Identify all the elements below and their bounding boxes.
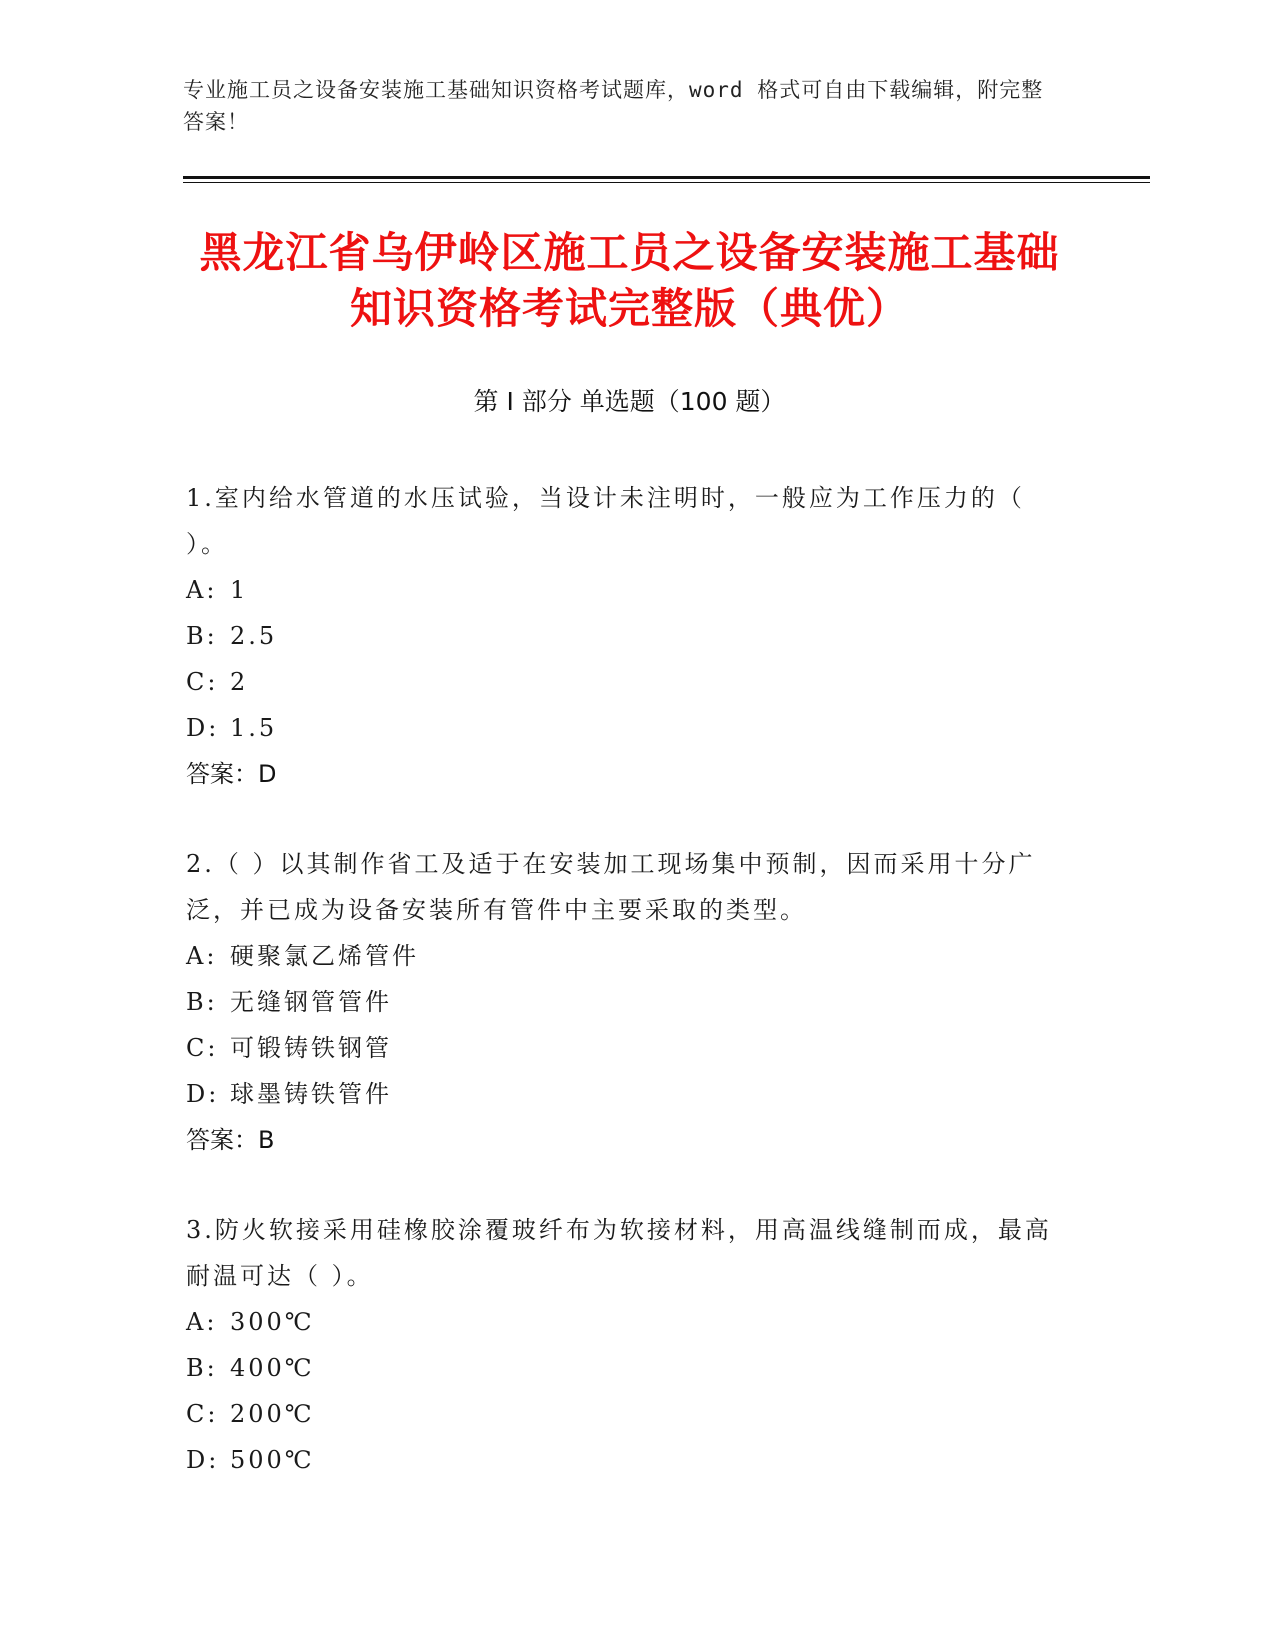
question-3 — [186, 1207, 1076, 1483]
option-text: 500℃ — [230, 1446, 315, 1474]
option-text: 硬聚氯乙烯管件 — [230, 942, 419, 970]
option-text: 2.5 — [230, 622, 278, 650]
option-letter: A: — [186, 942, 218, 970]
answer-line: 答案：B — [186, 1126, 275, 1154]
header-rule-thin — [183, 182, 1150, 183]
option-text: 400℃ — [230, 1354, 315, 1382]
option-letter: B: — [186, 988, 218, 1016]
option-text: 200℃ — [230, 1400, 315, 1428]
section-title: 第 I 部分 单选题（100 题） — [473, 387, 786, 416]
option-letter: C: — [186, 668, 219, 696]
option-b — [186, 613, 1076, 659]
option-c — [186, 1391, 1076, 1437]
option-letter: A: — [186, 1308, 218, 1336]
option-d — [186, 705, 1076, 751]
option-letter: B: — [186, 622, 218, 650]
header-note: 专业施工员之设备安装施工基础知识资格考试题库，word 格式可自由下载编辑，附完整答案！ — [183, 78, 1044, 134]
question-2 — [186, 841, 1076, 1163]
option-c — [186, 659, 1076, 705]
option-b — [186, 979, 1076, 1025]
document-title: 黑龙江省乌伊岭区施工员之设备安装施工基础知识资格考试完整版（典优） — [199, 228, 1060, 333]
option-letter: D: — [186, 1446, 220, 1474]
option-letter: C: — [186, 1034, 219, 1062]
option-letter: D: — [186, 714, 220, 742]
option-letter: C: — [186, 1400, 219, 1428]
answer-line: 答案：D — [186, 760, 277, 788]
option-d — [186, 1437, 1076, 1483]
option-a — [186, 1299, 1076, 1345]
option-a — [186, 933, 1076, 979]
question-stem: 2.（ ）以其制作省工及适于在安装加工现场集中预制，因而采用十分广泛，并已成为设备安装所有管件中主要采取的类型。 — [186, 850, 1036, 924]
question-1 — [186, 475, 1076, 797]
option-d — [186, 1071, 1076, 1117]
option-c — [186, 1025, 1076, 1071]
question-stem: 3.防火软接采用硅橡胶涂覆玻纤布为软接材料，用高温线缝制而成，最高耐温可达（ ）。 — [186, 1216, 1052, 1290]
option-text: 无缝钢管管件 — [230, 988, 392, 1016]
question-list — [186, 475, 1076, 1527]
option-text: 2 — [230, 668, 249, 696]
option-letter: B: — [186, 1354, 218, 1382]
option-text: 可锻铸铁钢管 — [230, 1034, 392, 1062]
option-text: 1 — [230, 576, 249, 604]
option-a — [186, 567, 1076, 613]
option-text: 1.5 — [230, 714, 278, 742]
option-b — [186, 1345, 1076, 1391]
option-letter: D: — [186, 1080, 220, 1108]
option-text: 300℃ — [230, 1308, 315, 1336]
option-letter: A: — [186, 576, 218, 604]
question-stem: 1.室内给水管道的水压试验，当设计未注明时，一般应为工作压力的（ ）。 — [186, 484, 1025, 558]
option-text: 球墨铸铁管件 — [230, 1080, 392, 1108]
header-rule-thick — [183, 176, 1150, 179]
